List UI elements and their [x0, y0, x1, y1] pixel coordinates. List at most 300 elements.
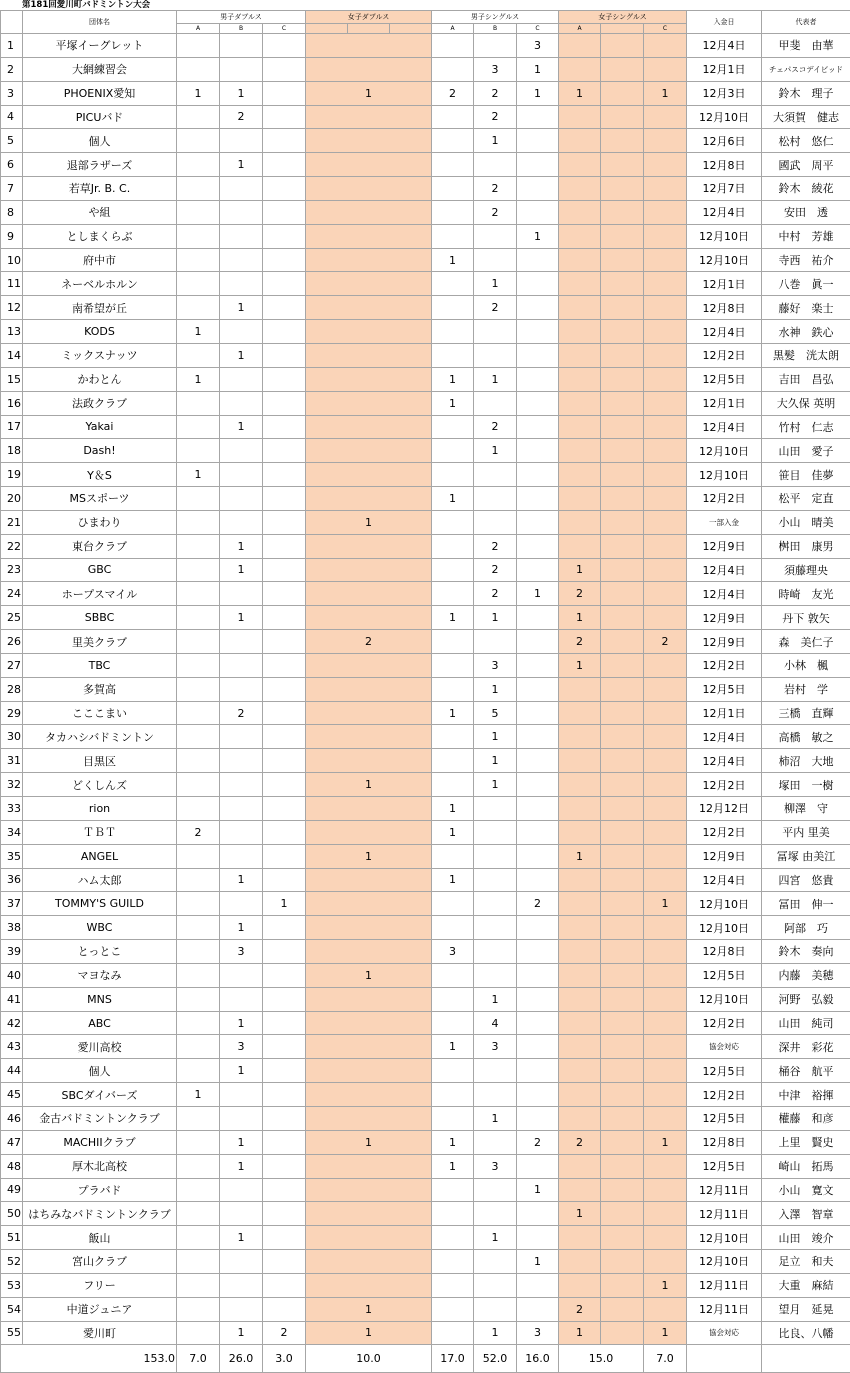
womens-doubles-count [306, 34, 432, 58]
mens-doubles-b [220, 200, 263, 224]
mens-doubles-c [263, 1011, 306, 1035]
mens-doubles-c [263, 1226, 306, 1250]
table-row [1, 963, 850, 987]
mens-doubles-b [220, 630, 263, 654]
team-name: MSスポーツ [23, 487, 177, 511]
mens-singles-b [474, 1250, 517, 1274]
mens-singles-b: 2 [474, 534, 517, 558]
mens-singles-b: 1 [474, 1106, 517, 1130]
mens-singles-c [517, 1011, 559, 1035]
table-row [1, 57, 850, 81]
mens-doubles-b [220, 367, 263, 391]
womens-singles-c [644, 820, 687, 844]
womens-doubles-count [306, 320, 432, 344]
mens-doubles-b [220, 248, 263, 272]
header-wd-sub [348, 24, 390, 34]
mens-singles-c [517, 987, 559, 1011]
representative: 松平 定直 [762, 487, 850, 511]
table-row [1, 1083, 850, 1107]
payment-date: 12月4日 [687, 320, 762, 344]
mens-singles-a [432, 57, 474, 81]
representative: 中村 芳雄 [762, 224, 850, 248]
row-number: 47 [1, 1130, 23, 1154]
mens-singles-a [432, 892, 474, 916]
mens-singles-c [517, 534, 559, 558]
womens-singles-blank [601, 320, 644, 344]
mens-singles-b [474, 1130, 517, 1154]
mens-doubles-c [263, 940, 306, 964]
mens-singles-c [517, 868, 559, 892]
representative: 桶谷 航平 [762, 1059, 850, 1083]
mens-singles-c [517, 391, 559, 415]
team-name: PICUバド [23, 105, 177, 129]
mens-singles-c [517, 1083, 559, 1107]
representative: 大久保 英明 [762, 391, 850, 415]
mens-doubles-a [177, 558, 220, 582]
table-row [1, 1321, 850, 1345]
team-name: SBCダイバーズ [23, 1083, 177, 1107]
team-name: KODS [23, 320, 177, 344]
table-row [1, 463, 850, 487]
womens-singles-blank [601, 1154, 644, 1178]
mens-doubles-b [220, 653, 263, 677]
womens-singles-blank [601, 57, 644, 81]
mens-doubles-a [177, 701, 220, 725]
total-mens-doubles-c: 3.0 [263, 1345, 306, 1373]
mens-singles-a: 1 [432, 367, 474, 391]
payment-date: 12月1日 [687, 57, 762, 81]
mens-singles-c [517, 630, 559, 654]
total-blank [687, 1345, 762, 1373]
womens-singles-a [559, 677, 601, 701]
table-row [1, 224, 850, 248]
header-ws-c: C [644, 24, 687, 34]
row-number: 35 [1, 844, 23, 868]
table-row [1, 81, 850, 105]
mens-singles-b: 1 [474, 987, 517, 1011]
representative: 内藤 美穂 [762, 963, 850, 987]
table-row [1, 296, 850, 320]
mens-doubles-a [177, 653, 220, 677]
row-number: 11 [1, 272, 23, 296]
mens-singles-c [517, 1297, 559, 1321]
womens-doubles-count [306, 1083, 432, 1107]
mens-singles-c [517, 129, 559, 153]
mens-singles-c [517, 773, 559, 797]
womens-doubles-count [306, 1059, 432, 1083]
row-number: 36 [1, 868, 23, 892]
womens-singles-c [644, 1226, 687, 1250]
team-name: Y＆S [23, 463, 177, 487]
row-number: 8 [1, 200, 23, 224]
womens-singles-a: 1 [559, 1321, 601, 1345]
header-md-b: B [220, 24, 263, 34]
team-name: TBC [23, 653, 177, 677]
row-number: 45 [1, 1083, 23, 1107]
payment-date: 12月10日 [687, 224, 762, 248]
row-number: 23 [1, 558, 23, 582]
womens-doubles-count [306, 606, 432, 630]
womens-singles-blank [601, 153, 644, 177]
row-number: 43 [1, 1035, 23, 1059]
mens-doubles-a [177, 272, 220, 296]
womens-singles-c: 1 [644, 1321, 687, 1345]
mens-doubles-a [177, 439, 220, 463]
womens-singles-c: 1 [644, 1273, 687, 1297]
representative: 中津 裕揮 [762, 1083, 850, 1107]
mens-doubles-c [263, 129, 306, 153]
mens-singles-a [432, 534, 474, 558]
representative: 柳澤 守 [762, 797, 850, 821]
representative: チェパスコデイビッド [762, 57, 850, 81]
mens-doubles-b [220, 57, 263, 81]
mens-doubles-a: 1 [177, 320, 220, 344]
header-wd-sub [390, 24, 432, 34]
mens-singles-a [432, 200, 474, 224]
mens-singles-c [517, 367, 559, 391]
mens-doubles-a [177, 749, 220, 773]
womens-singles-c [644, 1202, 687, 1226]
mens-doubles-c [263, 391, 306, 415]
mens-singles-b: 4 [474, 1011, 517, 1035]
mens-singles-b [474, 1202, 517, 1226]
mens-singles-a: 1 [432, 391, 474, 415]
team-name: WBC [23, 916, 177, 940]
team-name: MACHIIクラブ [23, 1130, 177, 1154]
mens-singles-c [517, 272, 559, 296]
representative: 松村 悠仁 [762, 129, 850, 153]
womens-doubles-count: 1 [306, 1130, 432, 1154]
mens-singles-a: 1 [432, 1130, 474, 1154]
row-number: 18 [1, 439, 23, 463]
mens-singles-a [432, 1202, 474, 1226]
representative: 冨塚 由美江 [762, 844, 850, 868]
womens-singles-a [559, 510, 601, 534]
womens-doubles-count [306, 797, 432, 821]
mens-singles-a [432, 725, 474, 749]
mens-singles-a [432, 463, 474, 487]
mens-singles-b: 3 [474, 1035, 517, 1059]
mens-doubles-a [177, 987, 220, 1011]
mens-doubles-a [177, 1130, 220, 1154]
payment-date: 12月4日 [687, 725, 762, 749]
mens-singles-c: 3 [517, 34, 559, 58]
team-name: TOMMY'S GUILD [23, 892, 177, 916]
payment-date: 12月4日 [687, 200, 762, 224]
womens-singles-blank [601, 630, 644, 654]
table-row [1, 1297, 850, 1321]
womens-doubles-count [306, 892, 432, 916]
representative: 山田 竣介 [762, 1226, 850, 1250]
mens-singles-b: 5 [474, 701, 517, 725]
womens-singles-blank [601, 844, 644, 868]
total-mens-singles-b: 52.0 [474, 1345, 517, 1373]
womens-doubles-count [306, 177, 432, 201]
mens-singles-a [432, 677, 474, 701]
womens-doubles-count [306, 582, 432, 606]
womens-singles-a [559, 296, 601, 320]
womens-doubles-count [306, 463, 432, 487]
mens-singles-b: 1 [474, 439, 517, 463]
header-ws-a: A [559, 24, 601, 34]
team-name: タカハシバドミントン [23, 725, 177, 749]
mens-doubles-b: 1 [220, 415, 263, 439]
womens-doubles-count [306, 296, 432, 320]
representative: 寺西 祐介 [762, 248, 850, 272]
representative: 河野 弘毅 [762, 987, 850, 1011]
mens-singles-c [517, 916, 559, 940]
total-womens-doubles: 10.0 [306, 1345, 432, 1373]
team-name: Dash! [23, 439, 177, 463]
mens-singles-a [432, 844, 474, 868]
table-row [1, 797, 850, 821]
womens-singles-a [559, 34, 601, 58]
womens-doubles-count: 1 [306, 963, 432, 987]
mens-doubles-b: 1 [220, 534, 263, 558]
mens-singles-a [432, 1083, 474, 1107]
womens-singles-c [644, 1035, 687, 1059]
team-name: ひまわり [23, 510, 177, 534]
mens-doubles-b [220, 892, 263, 916]
mens-singles-b [474, 224, 517, 248]
table-row [1, 534, 850, 558]
womens-singles-a: 2 [559, 1297, 601, 1321]
mens-doubles-c [263, 1178, 306, 1202]
womens-singles-c [644, 940, 687, 964]
mens-doubles-b [220, 1202, 263, 1226]
payment-date: 12月5日 [687, 367, 762, 391]
mens-singles-a [432, 177, 474, 201]
table-row [1, 606, 850, 630]
mens-singles-c [517, 248, 559, 272]
womens-singles-c [644, 653, 687, 677]
header-ms-a: A [432, 24, 474, 34]
mens-singles-b: 1 [474, 1321, 517, 1345]
womens-doubles-count: 1 [306, 773, 432, 797]
womens-singles-c [644, 1083, 687, 1107]
womens-singles-a: 1 [559, 558, 601, 582]
womens-singles-blank [601, 1297, 644, 1321]
womens-singles-blank [601, 1178, 644, 1202]
mens-singles-b [474, 34, 517, 58]
header-mens-doubles: 男子ダブルス [177, 11, 306, 24]
team-name: 金古バドミントンクラブ [23, 1106, 177, 1130]
mens-doubles-c [263, 1250, 306, 1274]
womens-singles-c [644, 797, 687, 821]
payment-date: 12月5日 [687, 1059, 762, 1083]
womens-doubles-count [306, 391, 432, 415]
womens-doubles-count [306, 1011, 432, 1035]
team-name: 東台クラブ [23, 534, 177, 558]
mens-singles-c [517, 320, 559, 344]
mens-singles-c [517, 1226, 559, 1250]
mens-singles-c [517, 105, 559, 129]
womens-singles-a [559, 1273, 601, 1297]
womens-doubles-count [306, 224, 432, 248]
mens-doubles-c [263, 272, 306, 296]
mens-doubles-c [263, 320, 306, 344]
womens-singles-a [559, 1250, 601, 1274]
payment-date: 12月2日 [687, 653, 762, 677]
womens-singles-blank [601, 367, 644, 391]
mens-doubles-a [177, 1178, 220, 1202]
team-name: 退部ラザーズ [23, 153, 177, 177]
womens-singles-a [559, 892, 601, 916]
representative: 大須賀 健志 [762, 105, 850, 129]
mens-doubles-c [263, 677, 306, 701]
mens-singles-b: 1 [474, 272, 517, 296]
team-name: プラバド [23, 1178, 177, 1202]
mens-doubles-a [177, 606, 220, 630]
mens-singles-c [517, 653, 559, 677]
payment-date: 12月8日 [687, 1130, 762, 1154]
womens-singles-blank [601, 582, 644, 606]
table-row [1, 200, 850, 224]
womens-singles-a [559, 1059, 601, 1083]
mens-doubles-a [177, 177, 220, 201]
womens-singles-blank [601, 1011, 644, 1035]
womens-doubles-count [306, 868, 432, 892]
mens-singles-b [474, 153, 517, 177]
team-name: Yakai [23, 415, 177, 439]
mens-singles-c [517, 1106, 559, 1130]
womens-singles-blank [601, 487, 644, 511]
mens-singles-b [474, 844, 517, 868]
team-name: 法政クラブ [23, 391, 177, 415]
mens-singles-c [517, 153, 559, 177]
row-number: 2 [1, 57, 23, 81]
row-number: 14 [1, 343, 23, 367]
mens-singles-c [517, 177, 559, 201]
mens-doubles-a [177, 105, 220, 129]
payment-date: 12月10日 [687, 892, 762, 916]
total-mens-doubles-b: 26.0 [220, 1345, 263, 1373]
mens-doubles-a [177, 1226, 220, 1250]
womens-singles-a [559, 1083, 601, 1107]
mens-doubles-c [263, 558, 306, 582]
representative: 黒髪 洸太朗 [762, 343, 850, 367]
mens-singles-b: 1 [474, 367, 517, 391]
table-row [1, 725, 850, 749]
representative: 高橋 敏之 [762, 725, 850, 749]
table-row [1, 916, 850, 940]
mens-doubles-a [177, 224, 220, 248]
womens-singles-a [559, 1035, 601, 1059]
mens-doubles-a [177, 725, 220, 749]
womens-singles-c [644, 367, 687, 391]
payment-date: 12月10日 [687, 248, 762, 272]
mens-doubles-c [263, 844, 306, 868]
mens-singles-b [474, 630, 517, 654]
representative: 四宮 悠貴 [762, 868, 850, 892]
womens-doubles-count: 1 [306, 1297, 432, 1321]
payment-date: 一部入金 [687, 510, 762, 534]
mens-doubles-b [220, 463, 263, 487]
womens-singles-c: 1 [644, 81, 687, 105]
row-number: 39 [1, 940, 23, 964]
representative: 丹下 敦矢 [762, 606, 850, 630]
table-row [1, 1011, 850, 1035]
team-name: 目黒区 [23, 749, 177, 773]
mens-doubles-a [177, 343, 220, 367]
representative: 吉田 昌弘 [762, 367, 850, 391]
representative: 三橋 直輝 [762, 701, 850, 725]
row-number: 1 [1, 34, 23, 58]
mens-doubles-c [263, 487, 306, 511]
team-name: 個人 [23, 129, 177, 153]
mens-singles-a: 1 [432, 1154, 474, 1178]
womens-singles-c [644, 391, 687, 415]
mens-singles-a [432, 1250, 474, 1274]
total-mens-singles-c: 16.0 [517, 1345, 559, 1373]
team-name: こここまい [23, 701, 177, 725]
row-number: 55 [1, 1321, 23, 1345]
mens-doubles-b: 2 [220, 105, 263, 129]
womens-doubles-count [306, 415, 432, 439]
payment-date: 12月1日 [687, 701, 762, 725]
womens-doubles-count [306, 272, 432, 296]
womens-singles-blank [601, 987, 644, 1011]
womens-doubles-count [306, 534, 432, 558]
womens-singles-blank [601, 820, 644, 844]
mens-doubles-a: 1 [177, 367, 220, 391]
mens-doubles-c [263, 1202, 306, 1226]
row-number: 34 [1, 820, 23, 844]
row-number: 29 [1, 701, 23, 725]
table-row [1, 153, 850, 177]
representative: 竹村 仁志 [762, 415, 850, 439]
mens-doubles-c [263, 701, 306, 725]
table-row [1, 1178, 850, 1202]
mens-doubles-a [177, 153, 220, 177]
womens-singles-c [644, 177, 687, 201]
mens-doubles-b [220, 749, 263, 773]
womens-singles-blank [601, 34, 644, 58]
womens-singles-blank [601, 1226, 644, 1250]
mens-singles-c [517, 606, 559, 630]
mens-doubles-c [263, 653, 306, 677]
mens-doubles-a: 2 [177, 820, 220, 844]
womens-singles-blank [601, 105, 644, 129]
mens-singles-a: 1 [432, 1035, 474, 1059]
womens-singles-blank [601, 701, 644, 725]
mens-singles-c: 1 [517, 1178, 559, 1202]
table-row [1, 1273, 850, 1297]
mens-singles-b [474, 963, 517, 987]
womens-singles-a [559, 1226, 601, 1250]
mens-singles-a [432, 224, 474, 248]
womens-singles-c: 2 [644, 630, 687, 654]
mens-doubles-c [263, 510, 306, 534]
table-row [1, 940, 850, 964]
row-number: 37 [1, 892, 23, 916]
mens-doubles-c [263, 248, 306, 272]
mens-singles-c [517, 296, 559, 320]
row-number: 15 [1, 367, 23, 391]
mens-singles-a [432, 558, 474, 582]
womens-singles-a [559, 820, 601, 844]
mens-singles-c [517, 725, 559, 749]
payment-date: 協会対応 [687, 1321, 762, 1345]
mens-doubles-a [177, 1106, 220, 1130]
mens-singles-b: 1 [474, 606, 517, 630]
mens-doubles-b [220, 1083, 263, 1107]
womens-singles-a [559, 773, 601, 797]
mens-singles-b: 2 [474, 558, 517, 582]
mens-doubles-a [177, 1297, 220, 1321]
representative: 足立 和夫 [762, 1250, 850, 1274]
mens-doubles-c [263, 582, 306, 606]
